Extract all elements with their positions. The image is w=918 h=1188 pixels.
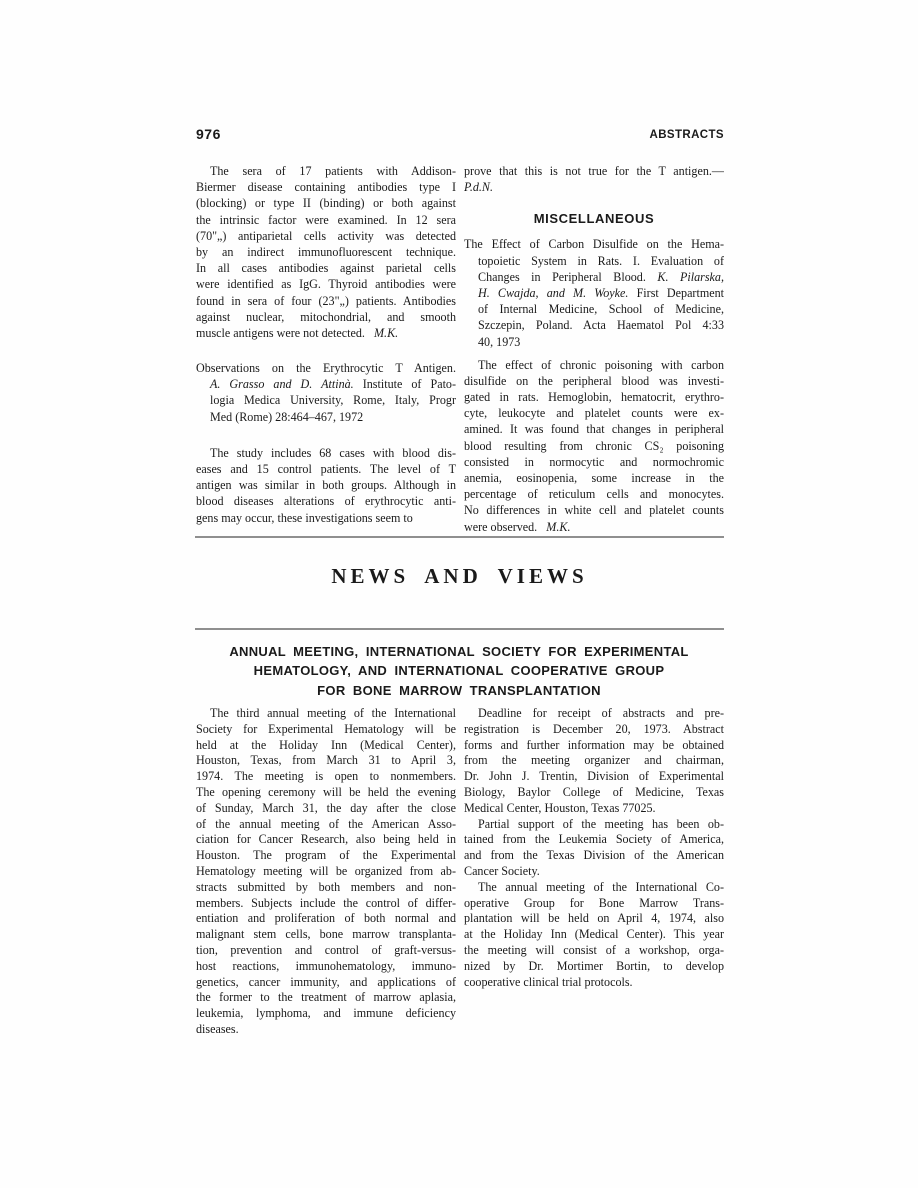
text-line: Observations on the Erythrocytic T Antigen. [196, 361, 456, 376]
text-line: disulfide on the peripheral blood was investi- [464, 373, 724, 388]
text-line: at the Holiday Inn (Medical Center). This year [464, 927, 724, 942]
text-line: prove that this is not true for the T antigen.— [464, 164, 724, 178]
text-line: blood resulting from chronic CS₂ poisoning [464, 438, 724, 453]
text-line: Houston, Texas, from March 31 to April 3, [196, 753, 456, 768]
abstracts-right-column [464, 163, 724, 535]
paragraph [464, 236, 724, 349]
text-line: from the meeting organizer and chairman, [464, 753, 724, 768]
text-line: anemia, eosinopenia, some increase in the [464, 471, 724, 485]
paragraph [196, 360, 456, 425]
news-left-column [196, 706, 456, 1038]
title-line: FOR BONE MARROW TRANSPLANTATION [317, 682, 601, 698]
text-line: Szczepin, Poland. Acta Haematol Pol 4:33 [478, 318, 724, 333]
running-head: ABSTRACTS [649, 129, 724, 141]
text-line: the former to the treatment of marrow aplasia, [196, 990, 456, 1005]
text-line: and from the Texas Division of the American [464, 848, 724, 863]
horizontal-rule-bottom [195, 628, 724, 630]
abstracts-left-column [196, 163, 456, 526]
text-line: P.d.N. [464, 180, 494, 195]
miscellaneous-heading: MISCELLANEOUS [533, 211, 655, 227]
text-line: consisted in normocytic and normochromic [464, 454, 724, 469]
text-line: of the annual meeting of the American Asso- [196, 816, 456, 831]
text-line: ciation for Cancer Research, also being held in [196, 832, 456, 847]
abstract-paragraph [464, 163, 724, 195]
text-line: found in sera of four (23"„) patients. Antibodies [196, 293, 456, 308]
news-and-views-heading: NEWS AND VIEWS [331, 564, 588, 588]
text-line: topoietic System in Rats. I. Evaluation of [478, 253, 724, 268]
text-line: The annual meeting of the International Co- [478, 879, 724, 894]
text-line: of Sunday, March 31, the day after the close [196, 800, 456, 815]
text-line: The third annual meeting of the International [210, 706, 456, 720]
text-line: Cancer Society. [464, 863, 540, 878]
paragraph [196, 163, 456, 341]
text-line: forms and further information may be obtained [464, 737, 724, 752]
abstract-paragraph [196, 163, 456, 341]
text-line: the meeting will consist of a workshop, orga- [464, 942, 724, 957]
text-line: 1974. The meeting is open to nonmembers. [196, 769, 456, 784]
text-line: cooperative clinical trial protocols. [464, 974, 633, 989]
text-line: The Effect of Carbon Disulfide on the Hema- [464, 237, 724, 252]
text-line: H. Cwajda, and M. Woyke. First Department [478, 285, 724, 300]
text-line: Med (Rome) 28:464–467, 1972 [210, 409, 364, 424]
text-line: blood diseases alterations of erythrocytic anti- [196, 494, 456, 509]
text-line: Houston. The program of the Experimental [196, 848, 456, 863]
paragraph [464, 817, 724, 880]
text-line: No differences in white cell and platelet counts [464, 503, 724, 518]
paragraph [196, 706, 456, 1038]
text-line: A. Grasso and D. Attinà. Institute of Pato- [210, 377, 456, 392]
text-line: nized by Dr. Mortimer Bortin, to develop [464, 958, 724, 973]
text-line: The sera of 17 patients with Addison- [210, 164, 456, 178]
text-line: of Internal Medicine, School of Medicine, [478, 302, 724, 317]
text-line: entiation and proliferation of both normal and [196, 911, 456, 926]
citation-block [464, 236, 724, 349]
page-number: 976 [196, 126, 221, 142]
text-line: tained from the Leukemia Society of America, [464, 832, 724, 847]
text-line: eases and 15 control patients. The level of T [196, 462, 456, 476]
text-line: (70"„) antiparietal cells activity was detected [196, 228, 456, 243]
title-line: HEMATOLOGY, AND INTERNATIONAL COOPERATIVE GROUP [253, 663, 665, 679]
text-line: Society for Experimental Hematology will be [196, 721, 456, 736]
paragraph [464, 357, 724, 535]
paragraph [196, 445, 456, 526]
text-line: malignant stem cells, bone marrow transplanta- [196, 927, 456, 942]
text-line: muscle antigens were not detected. M.K. [196, 325, 399, 340]
text-line: against nuclear, mitochondrial, and smooth [196, 309, 456, 324]
text-line: 40, 1973 [478, 334, 521, 349]
citation-block [196, 360, 456, 425]
text-line: The effect of chronic poisoning with carbon [478, 357, 724, 372]
text-line: by an indirect immunofluorescent technique. [196, 244, 456, 259]
text-line: The opening ceremony will be held the evening [196, 784, 456, 799]
article-title [146, 642, 772, 700]
text-line: plantation will be held on April 4, 1974, also [464, 911, 724, 926]
paragraph [464, 706, 724, 817]
text-line: Biermer disease containing antibodies type I [196, 180, 456, 195]
text-line: operative Group for Bone Marrow Trans- [464, 895, 724, 910]
title-line: ANNUAL MEETING, INTERNATIONAL SOCIETY FOR EXPERIMENTAL [229, 644, 689, 659]
text-line: Dr. John J. Trentin, Division of Experimental [464, 769, 724, 784]
news-right-column [464, 706, 724, 990]
text-line: gated in rats. Hemoglobin, hematocrit, erythro- [464, 390, 724, 405]
text-line: gens may occur, these investigations seem to [196, 510, 413, 525]
text-line: diseases. [196, 1021, 239, 1036]
paragraph [464, 880, 724, 991]
text-line: In all cases antibodies against parietal cells [196, 261, 456, 276]
text-line: Biology, Baylor College of Medicine, Texas [464, 784, 724, 799]
text-line: registration is December 20, 1973. Abstract [464, 721, 724, 736]
text-line: Changes in Peripheral Blood. K. Pilarska, [478, 269, 724, 284]
text-line: percentage of reticulum cells and monocytes. [464, 487, 724, 502]
text-line: Deadline for receipt of abstracts and pre- [478, 706, 724, 720]
text-line: were observed. M.K. [464, 519, 571, 534]
text-line: were identified as IgG. Thyroid antibodies were [196, 277, 456, 292]
text-line: amined. It was found that changes in peripheral [464, 422, 724, 437]
text-line: genetics, cancer immunity, and applications of [196, 974, 456, 989]
paragraph [464, 163, 724, 195]
text-line: stracts submitted by both members and non- [196, 879, 456, 894]
text-line: tion, prevention and control of graft-versus- [196, 942, 456, 957]
horizontal-rule-top [195, 536, 724, 538]
text-line: Medical Center, Houston, Texas 77025. [464, 800, 656, 815]
text-line: held at the Holiday Inn (Medical Center), [196, 737, 456, 752]
text-line: Hematology meeting will be organized from ab- [196, 863, 456, 878]
text-line: members. Subjects include the control of differ- [196, 895, 456, 910]
abstract-paragraph [196, 445, 456, 526]
text-line: logia Medica University, Rome, Italy, Progr [210, 393, 456, 408]
text-line: host reactions, immunohematology, immuno- [196, 958, 456, 973]
abstract-paragraph [464, 357, 724, 535]
text-line: leukemia, lymphoma, and immune deficiency [196, 1006, 456, 1021]
text-line: Partial support of the meeting has been ob- [478, 816, 724, 831]
text-line: (blocking) or type II (binding) or both against [196, 196, 456, 211]
text-line: antigen was similar in both groups. Although in [196, 478, 456, 493]
text-line: The study includes 68 cases with blood dis- [210, 445, 456, 460]
text-line: the intrinsic factor were examined. In 12 sera [196, 212, 456, 227]
text-line: cyte, leukocyte and platelet counts were ex- [464, 406, 724, 421]
